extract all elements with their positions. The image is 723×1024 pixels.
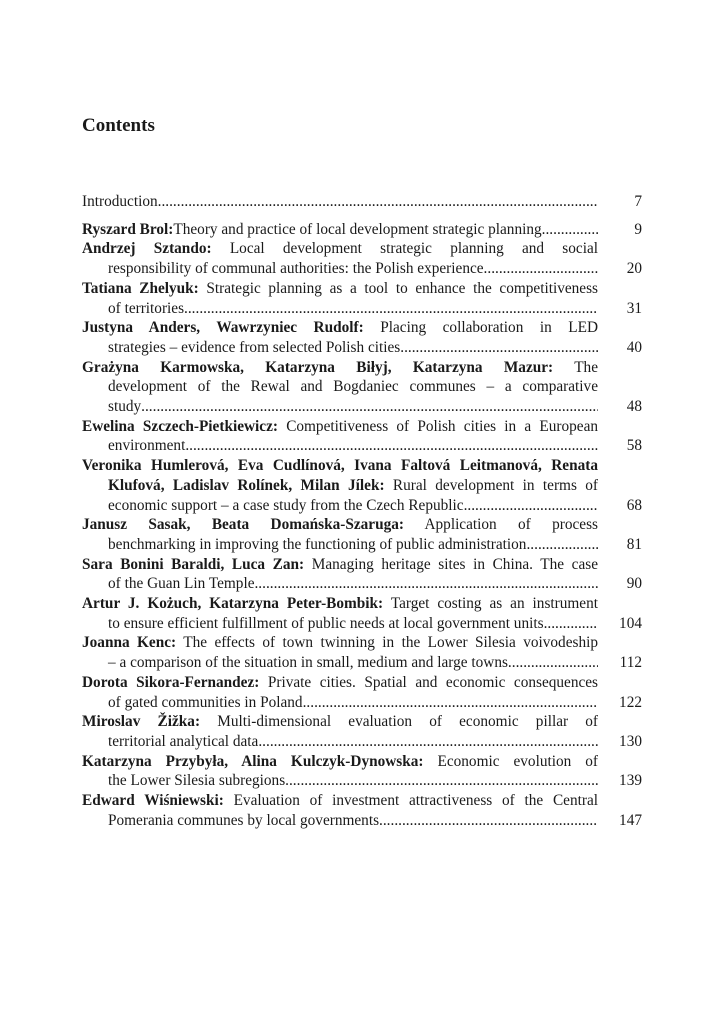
entry-title-line: Multi-dimensional evaluation of economic pillar of: [217, 713, 599, 731]
entry-authors: Ryszard Brol:: [82, 220, 174, 238]
entry-title-line: of territories: [108, 299, 185, 317]
toc-entry[interactable]: [82, 594, 642, 633]
toc-entry[interactable]: [82, 279, 642, 318]
toc-entry-introduction[interactable]: [82, 192, 642, 212]
entry-title-line: Local development strategic planning and social: [229, 240, 598, 258]
entry-authors: Miroslav Žižka:: [82, 713, 201, 731]
entry-authors: Sara Bonini Baraldi, Luca Zan:: [82, 555, 305, 573]
entry-authors: Tatiana Zhelyuk:: [82, 279, 199, 297]
page-number: 40: [626, 338, 642, 356]
entry-title-line: The: [574, 358, 598, 376]
page-number: 7: [634, 193, 642, 210]
page-number: 90: [626, 575, 642, 593]
entry-title-line: Placing collaboration in LED: [380, 319, 598, 337]
entry-title-line: development of the Rewal and Bogdaniec communes – a comparative: [108, 378, 598, 396]
toc-entry[interactable]: [82, 752, 642, 791]
entry-title-line: Private cities. Spatial and economic consequences: [267, 673, 599, 691]
entry-authors: Joanna Kenc:: [82, 634, 177, 652]
page-number: 48: [626, 398, 642, 416]
entry-title-line: Target costing as an instrument: [390, 595, 598, 613]
entry-authors: Andrzej Sztando:: [82, 240, 212, 258]
entry-authors: Justyna Anders, Wawrzyniec Rudolf:: [82, 319, 364, 337]
entry-authors: Edward Wiśniewski:: [82, 792, 224, 810]
entry-title-line: The effects of town twinning in the Lower Silesia voivodeship: [183, 634, 598, 652]
entry-authors: Klufová, Ladislav Rolínek, Milan Jílek:: [108, 476, 385, 494]
entry-authors: Veronika Humlerová, Eva Cudlínová, Ivana Faltová Leitmanová, Renata: [82, 457, 598, 475]
entry-authors: Katarzyna Przybyła, Alina Kulczyk-Dynowska:: [82, 752, 424, 770]
page-number: 112: [619, 654, 642, 672]
toc-entry[interactable]: [82, 515, 642, 554]
page-number: 122: [619, 693, 642, 711]
page-title: Contents: [82, 115, 155, 136]
entry-title-line: Rural development in terms of: [392, 476, 598, 494]
table-of-contents: [82, 192, 642, 831]
page-number: 58: [626, 437, 642, 455]
entry-authors: Janusz Sasak, Beata Domańska-Szaruga:: [82, 516, 404, 534]
toc-entry[interactable]: [82, 358, 642, 417]
entry-authors: Ewelina Szczech-Pietkiewicz:: [82, 417, 278, 435]
entry-title-line: Pomerania communes by local governments: [108, 811, 380, 829]
page-number: 31: [626, 299, 642, 317]
entry-title-line: Competitiveness of Polish cities in a European: [286, 417, 599, 435]
entry-title-line: Theory and practice of local development strategic planning: [173, 220, 542, 238]
entry-authors: Artur J. Kożuch, Katarzyna Peter-Bombik:: [82, 595, 384, 613]
entry-title-line: Application of process: [424, 516, 598, 534]
toc-entry[interactable]: [82, 791, 642, 830]
entry-title-line: Managing heritage sites in China. The case: [311, 555, 599, 573]
entry-title-line: Evaluation of investment attractiveness of the Central: [233, 792, 598, 810]
toc-entry[interactable]: [82, 239, 642, 278]
entry-title-line: environment: [108, 437, 186, 455]
toc-entry[interactable]: [82, 633, 642, 672]
toc-entry[interactable]: [82, 555, 642, 594]
page-number: 68: [626, 496, 642, 514]
page-number: 81: [626, 535, 642, 553]
page-number: 104: [619, 614, 642, 632]
page-number: 20: [626, 260, 642, 278]
entry-title-line: study: [108, 398, 142, 416]
entry-authors: Dorota Sikora-Fernandez:: [82, 673, 260, 691]
entry-title-line: Economic evolution of: [437, 752, 598, 770]
entry-title-line: the Lower Silesia subregions: [108, 772, 286, 790]
toc-entry[interactable]: [82, 417, 642, 456]
toc-entry[interactable]: [82, 318, 642, 357]
toc-entry[interactable]: [82, 673, 642, 712]
entry-title-line: territorial analytical data: [108, 732, 259, 750]
entry-title-line: of the Guan Lin Temple: [108, 575, 255, 593]
page-number: 9: [634, 220, 642, 238]
toc-entry[interactable]: [82, 456, 642, 515]
entry-title-line: strategies – evidence from selected Polish cities: [108, 338, 401, 356]
page-number: 130: [619, 732, 642, 750]
entry-title-line: to ensure efficient fulfillment of public needs at local government units: [108, 614, 544, 632]
entry-title-line: responsibility of communal authorities: the Polish experience: [108, 260, 484, 278]
entry-title-line: economic support – a case study from the Czech Republic: [108, 496, 464, 514]
page-number: 147: [619, 811, 642, 829]
entry-authors: Grażyna Karmowska, Katarzyna Biłyj, Katarzyna Mazur:: [82, 358, 554, 376]
entry-title: Introduction: [82, 193, 158, 210]
toc-entry[interactable]: [82, 220, 642, 240]
entry-title-line: Strategic planning as a tool to enhance the competitiveness: [206, 279, 598, 297]
entry-title-line: of gated communities in Poland: [108, 693, 303, 711]
page-number: 139: [619, 772, 642, 790]
toc-entry[interactable]: [82, 712, 642, 751]
entry-title-line: benchmarking in improving the functioning of public administration: [108, 535, 527, 553]
entry-title-line: – a comparison of the situation in small, medium and large towns: [108, 654, 508, 672]
